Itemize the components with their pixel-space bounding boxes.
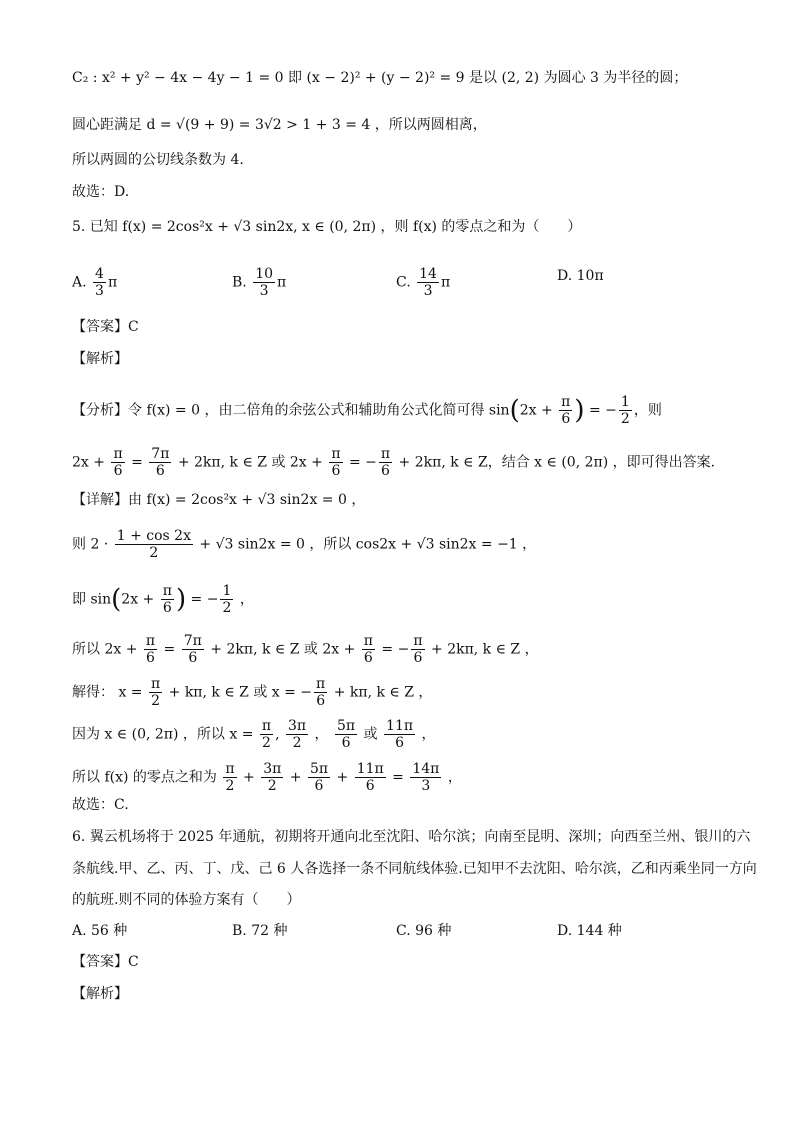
text-line: 故选：D. [72,184,130,200]
text-line: 圆心距满足 d = √(9 + 9) = 3√2 > 1 + 3 = 4 ，所以两圆相离， [72,117,487,133]
q6-answer-line: 【答案】C [72,954,139,970]
fenxi-line-1: 【分析】令 f(x) = 0 ，由二倍角的余弦公式和辅助角公式化简可得 sin(2x + $\frac{\pi}{6}$ ) = − $\frac{1}{2}$ ，则 [72,394,662,428]
detail-line-2: 则 2 · $\frac{1 + \cos 2x}{2}$ + √3 sin2x = 0 ，所以 cos2x + √3 sin2x = −1 ， [72,528,537,562]
text-line: C₂ : x² + y² − 4x − 4y − 1 = 0 即 (x − 2)² + (y − 2)² = 9 是以 (2, 2) 为圆心 3 为半径的圆； [72,70,688,86]
question-6-line-1: 6. 翼云机场将于 2025 年通航，初期将开通向北至沈阳、哈尔滨；向南至昆明、深圳；向西至兰州、银川的六 [72,829,751,845]
text-line: 故选：C. [72,797,129,813]
option-b: B. $\frac{10}{3}$ π [232,266,287,300]
detail-line-1: 【详解】由 f(x) = 2cos²x + √3 sin2x = 0 ， [72,492,366,508]
detail-line-7: 所以 f(x) 的零点之和为 $\frac{\pi}{2}$ + $\frac{3\pi}{2}$ + $\frac{5\pi}{6}$ + $\frac{11\pi}{6}$ = $\frac{14\pi}{3}$ ， [72,761,462,795]
option-c: C. $\frac{14}{3}$ π [396,266,451,300]
option-a: A. $\frac{4}{3}$ π [72,266,118,300]
detail-line-6: 因为 x ∈ (0, 2π) ，所以 x = $\frac{\pi}{2}$ , $\frac{3\pi}{2}$ ， $\frac{5\pi}{6}$ 或 $\frac{11\pi}{6}$ ， [72,718,436,752]
q6-option-d: D. 144 种 [557,923,622,939]
text-line: 所以两圆的公切线条数为 4. [72,152,244,168]
fenxi-line-2: 2x + $\frac{\pi}{6}$ = $\frac{7\pi}{6}$ + 2kπ, k ∈ Z 或 2x + $\frac{\pi}{6}$ = − $\frac{\pi}{6}$ + 2kπ, k ∈ Z，结合 x ∈ (0, 2π) ，即可得出答案. [72,446,716,480]
option-d: D. 10π [557,268,604,284]
question-6-line-2: 条航线.甲、乙、丙、丁、戊、己 6 人各选择一条不同航线体验.已知甲不去沈阳、哈尔滨，乙和丙乘坐同一方向 [72,861,757,877]
q6-option-a: A. 56 种 [72,923,128,939]
question-5: 5. 已知 f(x) = 2cos²x + √3 sin2x, x ∈ (0, 2π) ，则 f(x) 的零点之和为（ ） [72,219,582,235]
q6-option-c: C. 96 种 [396,923,452,939]
detail-line-5: 解得： x = $\frac{\pi}{2}$ + kπ, k ∈ Z 或 x = − $\frac{\pi}{6}$ + kπ, k ∈ Z ， [72,676,433,710]
analysis-heading: 【解析】 [72,351,128,367]
detail-line-4: 所以 2x + $\frac{\pi}{6}$ = $\frac{7\pi}{6}$ + 2kπ, k ∈ Z 或 2x + $\frac{\pi}{6}$ = − $\frac{\pi}{6}$ + 2kπ, k ∈ Z ， [72,633,539,667]
detail-line-3: 即 sin(2x + $\frac{\pi}{6}$ ) = − $\frac{1}{2}$ ， [72,583,254,617]
q6-analysis-heading: 【解析】 [72,986,128,1002]
q6-option-b: B. 72 种 [232,923,288,939]
question-6-line-3: 的航班.则不同的体验方案有（ ） [72,892,301,908]
answer-line: 【答案】C [72,319,139,335]
